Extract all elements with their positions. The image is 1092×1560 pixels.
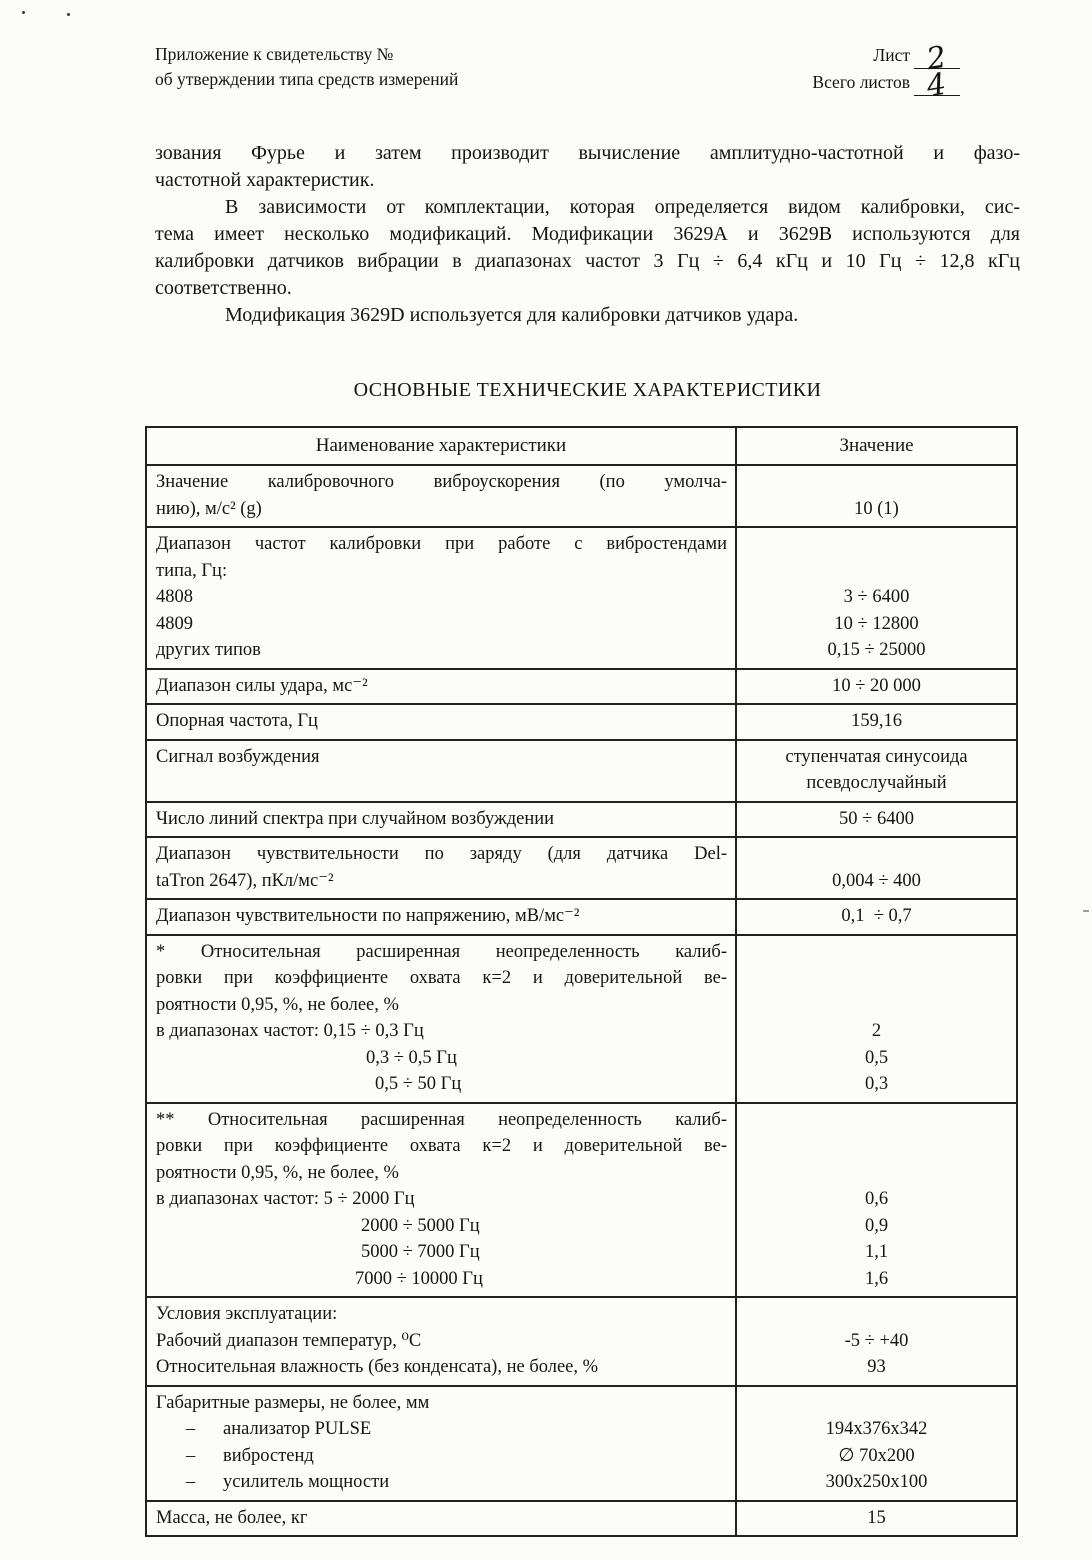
value-line bbox=[743, 558, 1010, 585]
paragraph-line: В зависимости от комплектации, которая определяется видом калибровки, сис- bbox=[225, 196, 1020, 218]
characteristic-line: Опорная частота, Гц bbox=[156, 711, 318, 731]
characteristic-cell bbox=[146, 527, 736, 669]
document-content bbox=[155, 140, 1020, 1537]
value-line: ступенчатая синусоида bbox=[785, 746, 968, 767]
characteristic-line: – анализатор PULSE bbox=[186, 1419, 372, 1439]
value-line: 300x250x100 bbox=[825, 1472, 928, 1492]
characteristic-line: нию), м/с² (g) bbox=[156, 498, 262, 519]
table-row bbox=[146, 465, 1017, 527]
characteristic-cell bbox=[146, 740, 736, 802]
value-cell bbox=[736, 935, 1017, 1103]
table-row bbox=[146, 1501, 1017, 1537]
scan-artifact-tick bbox=[1083, 910, 1089, 912]
characteristic-line: ровки при коэффициенте охвата к=2 и доверительной ве- bbox=[156, 968, 727, 988]
value-line bbox=[743, 1160, 1010, 1187]
paragraph-line: частотной характеристик. bbox=[155, 169, 375, 191]
characteristic-cell bbox=[146, 704, 736, 740]
value-line bbox=[743, 1390, 1010, 1417]
table-row bbox=[146, 527, 1017, 669]
table-row bbox=[146, 802, 1017, 838]
value-cell bbox=[736, 1386, 1017, 1501]
value-line bbox=[743, 1301, 1010, 1328]
characteristic-line: Масса, не более, кг bbox=[156, 1507, 308, 1528]
paragraph bbox=[155, 194, 1020, 302]
paragraph-line: зования Фурье и затем производит вычисление амплитудно-частотной и фазо- bbox=[155, 142, 1020, 164]
value-line: 1,1 bbox=[864, 1242, 889, 1262]
value-cell bbox=[736, 837, 1017, 899]
value-cell bbox=[736, 704, 1017, 740]
value-line bbox=[743, 531, 1010, 558]
table-row bbox=[146, 704, 1017, 740]
value-cell bbox=[736, 802, 1017, 838]
characteristic-line: 2000 ÷ 5000 Гц bbox=[361, 1215, 480, 1236]
caption-line-2: об утверждении типа средств измерений bbox=[155, 69, 459, 89]
table-row bbox=[146, 935, 1017, 1103]
characteristic-line: Габаритные размеры, не более, мм bbox=[156, 1392, 430, 1413]
sheet-counter bbox=[812, 39, 1020, 105]
characteristic-line: Диапазон силы удара, мс⁻² bbox=[156, 675, 368, 696]
characteristic-line: других типов bbox=[156, 640, 261, 660]
value-line: 50 ÷ 6400 bbox=[839, 808, 914, 829]
characteristic-line: Относительная влажность (без конденсата), не более, % bbox=[156, 1357, 599, 1377]
value-line: 1,6 bbox=[864, 1268, 889, 1289]
value-cell bbox=[736, 899, 1017, 935]
table-row bbox=[146, 669, 1017, 705]
characteristic-line: роятности 0,95, %, не более, % bbox=[156, 994, 399, 1015]
value-cell bbox=[736, 1297, 1017, 1386]
characteristic-line: ровки при коэффициенте охвата к=2 и доверительной ве- bbox=[156, 1136, 727, 1156]
value-line: 10 (1) bbox=[854, 498, 899, 519]
caption-line-1: Приложение к свидетельству № bbox=[155, 44, 394, 64]
characteristic-line: Диапазон частот калибровки при работе с вибростендами bbox=[156, 534, 727, 554]
value-line: 10 ÷ 12800 bbox=[834, 613, 919, 634]
body-paragraphs bbox=[155, 140, 1020, 329]
characteristic-line: * Относительная расширенная неопределенность калиб- bbox=[156, 941, 727, 962]
section-title: ОСНОВНЫЕ ТЕХНИЧЕСКИЕ ХАРАКТЕРИСТИКИ bbox=[353, 379, 822, 401]
value-line bbox=[743, 965, 1010, 992]
total-sheets-handwritten: 4 bbox=[924, 66, 950, 105]
value-line: 0,004 ÷ 400 bbox=[832, 870, 921, 891]
characteristic-cell bbox=[146, 669, 736, 705]
characteristic-cell bbox=[146, 899, 736, 935]
paragraph-line: соответственно. bbox=[155, 277, 292, 299]
value-line: 15 bbox=[867, 1507, 886, 1528]
paragraph-line: Модификация 3629D используется для калибровки датчиков удара. bbox=[225, 304, 799, 326]
value-line bbox=[743, 939, 1010, 966]
characteristic-line bbox=[156, 770, 727, 797]
table-row bbox=[146, 899, 1017, 935]
characteristic-cell bbox=[146, 837, 736, 899]
characteristic-cell bbox=[146, 1103, 736, 1298]
scan-artifact-dot bbox=[22, 11, 25, 14]
paragraph-line: калибровки датчиков вибрации в диапазонах частот 3 Гц ÷ 6,4 кГц и 10 Гц ÷ 12,8 кГц bbox=[155, 250, 1020, 272]
characteristic-line: Сигнал возбуждения bbox=[156, 746, 320, 767]
value-line: 2 bbox=[871, 1021, 882, 1041]
characteristic-line: taTron 2647), пКл/мс⁻² bbox=[156, 870, 334, 891]
characteristic-line: – усилитель мощности bbox=[186, 1472, 390, 1492]
characteristic-line: 7000 ÷ 10000 Гц bbox=[355, 1268, 483, 1289]
value-line: 0,1 ÷ 0,7 bbox=[841, 906, 912, 926]
characteristic-line: 5000 ÷ 7000 Гц bbox=[361, 1242, 480, 1262]
characteristic-cell bbox=[146, 465, 736, 527]
specifications-table bbox=[145, 426, 1018, 1537]
scan-artifact-dot bbox=[67, 13, 70, 16]
column-header-value: Значение bbox=[736, 427, 1017, 465]
sheet-row bbox=[812, 39, 960, 78]
page-header bbox=[155, 39, 1020, 105]
value-line: 194x376x342 bbox=[825, 1419, 928, 1439]
total-sheets-blank bbox=[914, 66, 960, 105]
characteristic-line: типа, Гц: bbox=[156, 560, 228, 581]
characteristic-line: Рабочий диапазон температур, ⁰С bbox=[156, 1330, 422, 1351]
table-row bbox=[146, 1386, 1017, 1501]
value-line: ∅ 70x200 bbox=[838, 1445, 915, 1466]
value-line: 0,15 ÷ 25000 bbox=[827, 640, 926, 660]
table-body bbox=[146, 465, 1017, 1536]
value-line bbox=[743, 992, 1010, 1019]
certificate-appendix-caption bbox=[155, 42, 458, 96]
value-cell bbox=[736, 465, 1017, 527]
characteristic-line: Условия эксплуатации: bbox=[156, 1304, 338, 1324]
value-line: -5 ÷ +40 bbox=[844, 1330, 909, 1351]
value-cell bbox=[736, 669, 1017, 705]
value-line: 0,3 bbox=[864, 1074, 889, 1094]
value-line: 0,5 bbox=[864, 1047, 889, 1068]
value-line bbox=[743, 469, 1010, 496]
characteristic-line: в диапазонах частот: 5 ÷ 2000 Гц bbox=[156, 1189, 415, 1209]
table-row bbox=[146, 1297, 1017, 1386]
characteristic-line: 0,5 ÷ 50 Гц bbox=[375, 1074, 462, 1094]
table-header-row bbox=[146, 427, 1017, 465]
sheet-label: Лист bbox=[873, 45, 910, 65]
sheet-number-blank bbox=[914, 39, 960, 78]
table-row bbox=[146, 740, 1017, 802]
value-cell bbox=[736, 1103, 1017, 1298]
value-cell bbox=[736, 527, 1017, 669]
value-line bbox=[743, 1133, 1010, 1160]
characteristic-cell bbox=[146, 1386, 736, 1501]
characteristic-line: 0,3 ÷ 0,5 Гц bbox=[366, 1047, 457, 1068]
column-header-characteristic: Наименование характеристики bbox=[146, 427, 736, 465]
paragraph-line: тема имеет несколько модификаций. Модификации 3629А и 3629В используются для bbox=[155, 223, 1020, 245]
characteristic-line: Диапазон чувствительности по напряжению, мВ/мс⁻² bbox=[156, 906, 580, 926]
characteristic-line: Значение калибровочного виброускорения (по умолча- bbox=[156, 472, 727, 492]
characteristic-line: Диапазон чувствительности по заряду (для датчика Del- bbox=[156, 844, 727, 864]
table-row bbox=[146, 1103, 1017, 1298]
value-line: 159,16 bbox=[851, 711, 902, 731]
characteristic-cell bbox=[146, 935, 736, 1103]
value-line bbox=[743, 1107, 1010, 1134]
value-line: псевдослучайный bbox=[806, 773, 947, 793]
value-cell bbox=[736, 740, 1017, 802]
value-line: 0,9 bbox=[864, 1215, 889, 1236]
characteristic-cell bbox=[146, 1297, 736, 1386]
total-sheets-row bbox=[812, 66, 960, 105]
value-line: 3 ÷ 6400 bbox=[843, 587, 910, 607]
value-line: 93 bbox=[867, 1357, 886, 1377]
characteristic-line: – вибростенд bbox=[186, 1445, 314, 1466]
value-line: 10 ÷ 20 000 bbox=[832, 675, 921, 696]
value-cell bbox=[736, 1501, 1017, 1537]
characteristic-cell bbox=[146, 802, 736, 838]
characteristic-line: 4809 bbox=[156, 613, 193, 634]
paragraph bbox=[155, 140, 1020, 194]
table-head bbox=[146, 427, 1017, 465]
value-line bbox=[743, 841, 1010, 868]
paragraph bbox=[155, 302, 1020, 329]
table-row bbox=[146, 837, 1017, 899]
characteristic-line: в диапазонах частот: 0,15 ÷ 0,3 Гц bbox=[156, 1021, 424, 1041]
characteristic-line: роятности 0,95, %, не более, % bbox=[156, 1162, 399, 1183]
characteristic-line: Число линий спектра при случайном возбуждении bbox=[156, 808, 555, 829]
characteristic-line: 4808 bbox=[156, 587, 193, 607]
characteristic-cell bbox=[146, 1501, 736, 1537]
value-line: 0,6 bbox=[864, 1189, 889, 1209]
sheet-number-handwritten: 2 bbox=[924, 39, 950, 78]
characteristic-line: ** Относительная расширенная неопределенность калиб- bbox=[156, 1109, 727, 1130]
total-sheets-label: Всего листов bbox=[812, 72, 910, 92]
